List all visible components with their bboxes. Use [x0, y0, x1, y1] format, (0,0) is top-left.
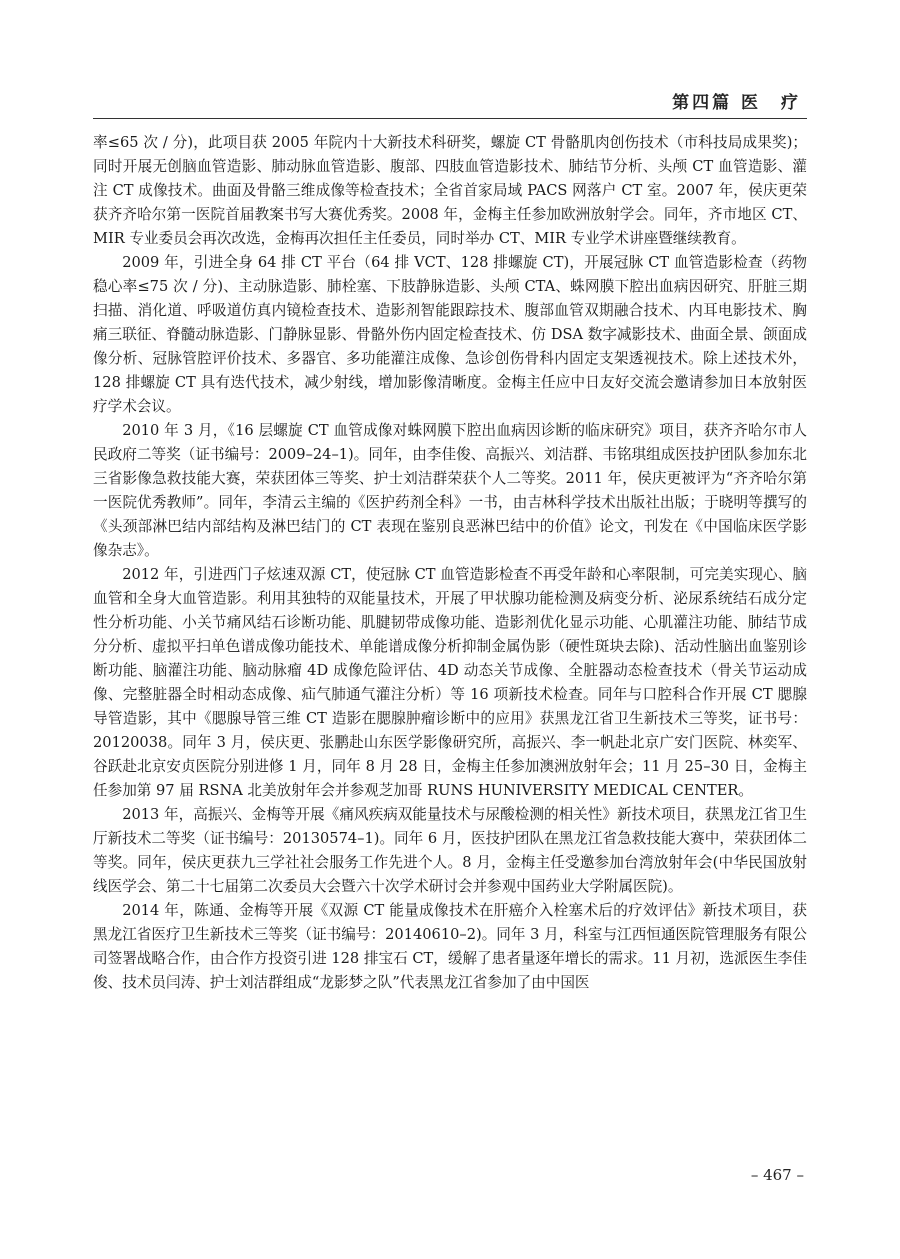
paragraph: 2010 年 3 月，《16 层螺旋 CT 血管成像对蛛网膜下腔出血病因诊断的临床研究》项目，获齐齐哈尔市人民政府二等奖（证书编号：2009–24–1)。同年，由李佳俊、高振兴、刘洁群、韦铭琪组成医技护团队参加东北三省影像急救技能大赛，荣获团体三等奖、护士刘洁群荣获个人二等奖。2011 年，侯庆更被评为“齐齐哈尔第一医院优秀教师”。同年，李清云主编的《医护药剂全科》一书，由吉林科学技术出版社出版；于晓明等撰写的《头颈部淋巴结内部结构及淋巴结门的 CT 表现在鉴别良恶淋巴结中的价值》论文，刊发在《中国临床医学影像杂志》。 — [93, 422, 807, 559]
section-title: 第四篇 医 疗 — [672, 93, 801, 113]
paragraph: 2014 年，陈通、金梅等开展《双源 CT 能量成像技术在肝癌介入栓塞术后的疗效评估》新技术项目，获黑龙江省医疗卫生新技术三等奖（证书编号：20140610–2)。同年 3 月，科室与江西恒通医院管理服务有限公司签署战略合作，由合作方投资引进 128 排宝石 CT，缓解了患者量逐年增长的需求。11 月初，选派医生李佳俊、技术员闫涛、护士刘洁群组成“龙影梦之队”代表黑龙江省参加了由中国医 — [93, 902, 807, 991]
paragraph: 2012 年，引进西门子炫速双源 CT，使冠脉 CT 血管造影检查不再受年龄和心率限制，可完美实现心、脑血管和全身大血管造影。利用其独特的双能量技术，开展了甲状腺功能检测及病变分析、泌尿系统结石成分定性分析功能、小关节痛风结石诊断功能、肌腱韧带成像功能、造影剂优化显示功能、心肌灌注功能、肺结节成分分析、虚拟平扫单色谱成像功能技术、单能谱成像分析抑制金属伪影（硬性斑块去除)、活动性脑出血鉴别诊断功能、脑灌注功能、脑动脉瘤 4D 成像危险评估、4D 动态关节成像、全脏器动态检查技术（骨关节运动成像、完整脏器全时相动态成像、疝气肺通气灌注分析）等 16 项新技术检查。同年与口腔科合作开展 CT 腮腺导管造影，其中《腮腺导管三维 CT 造影在腮腺肿瘤诊断中的应用》获黑龙江省卫生新技术三等奖，证书号：20120038。同年 3 月，侯庆更、张鹏赴山东医学影像研究所，高振兴、李一帆赴北京广安门医院、林奕军、谷跃赴北京安贞医院分别进修 1 月，同年 8 月 28 日，金梅主任参加澳洲放射年会；11 月 25–30 日，金梅主任参加第 97 届 RSNA 北美放射年会并参观芝加哥 RUNS HUNIVERSITY MEDICAL CENTER。 — [93, 566, 807, 799]
running-header — [93, 84, 807, 119]
body-text — [93, 131, 807, 995]
paragraph: 率≤65 次 / 分)，此项目获 2005 年院内十大新技术科研奖，螺旋 CT 骨骼肌肉创伤技术（市科技局成果奖)；同时开展无创脑血管造影、肺动脉血管造影、腹部、四肢血管造影技术、肺结节分析、头颅 CT 血管造影、灌注 CT 成像技术。曲面及骨骼三维成像等检查技术；全省首家局域 PACS 网落户 CT 室。2007 年，侯庆更荣获齐齐哈尔第一医院首届教案书写大赛优秀奖。2008 年，金梅主任参加欧洲放射学会。同年，齐市地区 CT、MIR 专业委员会再次改选，金梅再次担任主任委员，同时举办 CT、MIR 专业学术讲座暨继续教育。 — [93, 134, 807, 247]
paragraph: 2009 年，引进全身 64 排 CT 平台（64 排 VCT、128 排螺旋 CT)，开展冠脉 CT 血管造影检查（药物稳心率≤75 次 / 分)、主动脉造影、肺栓塞、下肢静脉造影、头颅 CTA、蛛网膜下腔出血病因研究、肝脏三期扫描、消化道、呼吸道仿真内镜检查技术、造影剂智能跟踪技术、腹部血管双期融合技术、内耳电影技术、胸痛三联征、脊髓动脉造影、门静脉显影、骨骼外伤内固定检查技术、仿 DSA 数字减影技术、曲面全景、颌面成像分析、冠脉管腔评价技术、多器官、多功能灌注成像、急诊创伤骨科内固定支架透视技术。除上述技术外，128 排螺旋 CT 具有迭代技术，减少射线，增加影像清晰度。金梅主任应中日友好交流会邀请参加日本放射医疗学术会议。 — [93, 254, 807, 415]
page-number: – 467 – — [750, 1166, 804, 1184]
paragraph: 2013 年，高振兴、金梅等开展《痛风疾病双能量技术与尿酸检测的相关性》新技术项目，获黑龙江省卫生厅新技术二等奖（证书编号：20130574–1)。同年 6 月，医技护团队在黑龙江省急救技能大赛中，荣获团体二等奖。同年，侯庆更获九三学社社会服务工作先进个人。8 月，金梅主任受邀参加台湾放射年会(中华民国放射线医学会、第二十七届第二次委员大会暨六十次学术研讨会并参观中国药业大学附属医院)。 — [93, 806, 807, 895]
